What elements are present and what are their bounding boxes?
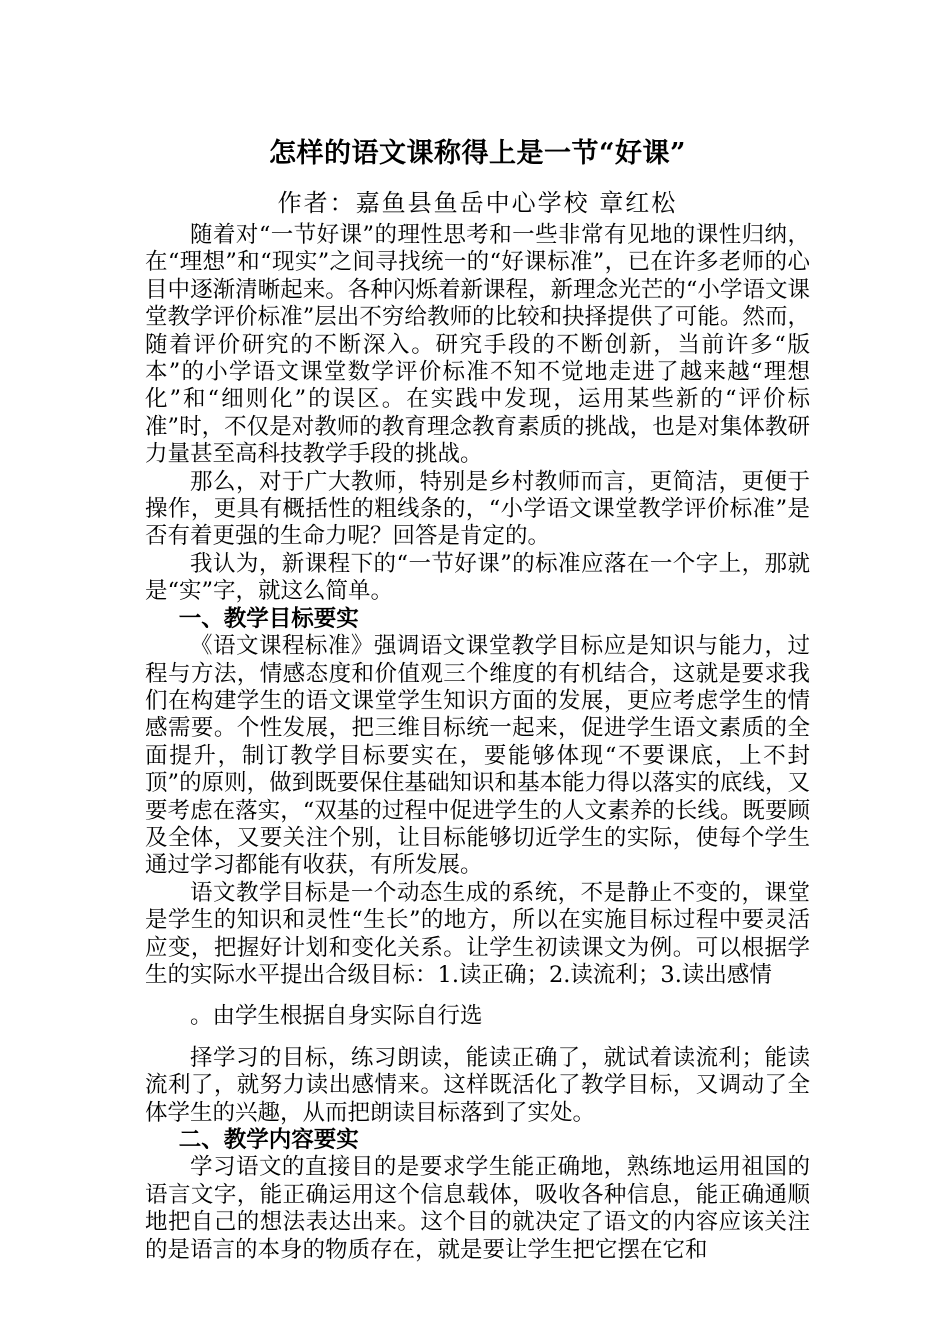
paragraph: 语文教学目标是一个动态生成的系统，不是静止不变的，课堂是学生的知识和灵性“生长”的地方，所以在实施目标过程中要灵活应变，把握好计划和变化关系。让学生初读课文为例。可以根据学生的实际水平提出合级目标：1.读正确；2.读流利；3.读出感情 (145, 879, 810, 988)
paragraph: 学习语文的直接目的是要求学生能正确地，熟练地运用祖国的语言文字，能正确运用这个信息载体，吸收各种信息，能正确通顺地把自己的想法表达出来。这个目的就决定了语文的内容应该关注的是语言的本身的物质存在，就是要让学生把它摆在它和 (145, 1154, 810, 1263)
section-heading: 一、教学目标要实 (178, 605, 359, 632)
document-author: 作者：嘉鱼县鱼岳中心学校 章红松 (277, 189, 678, 217)
paragraph: 我认为，新课程下的“一节好课”的标准应落在一个字上，那就是“实”字，就这么简单。 (145, 550, 810, 605)
paragraph: 随着对“一节好课”的理性思考和一些非常有见地的课性归纳，在“理想”和“现实”之间寻找统一的“好课标准”，已在许多老师的心目中逐渐清晰起来。各种闪烁着新课程，新理念光芒的“小学语文课堂教学评价标准”层出不穷给教师的比较和抉择提供了可能。然而，随着评价研究的不断深入。研究手段的不断创新，当前许多“版本”的小学语文课堂数学评价标准不知不觉地走进了越来越“理想化”和“细则化”的误区。在实践中发现，运用某些新的“评价标准”时，不仅是对教师的教育理念教育素质的挑战，也是对集体教研力量甚至高科技教学手段的挑战。 (145, 222, 810, 468)
section-heading: 二、教学内容要实 (178, 1127, 359, 1153)
paragraph-fragment: 。由学生根据自身实际自行选 (190, 1003, 483, 1030)
document-body (145, 222, 810, 1264)
document-title: 怎样的语文课称得上是一节“好课” (268, 138, 687, 169)
document-page (145, 120, 810, 1264)
paragraph: 那么，对于广大教师，特别是乡村教师而言，更简洁，更便于操作，更具有概括性的粗线条的，“小学语文课堂教学评价标准”是否有着更强的生命力呢？回答是肯定的。 (145, 468, 810, 550)
paragraph: 择学习的目标，练习朗读，能读正确了，就试着读流利；能读流利了，就努力读出感情来。这样既活化了教学目标，又调动了全体学生的兴趣，从而把朗读目标落到了实处。 (145, 1044, 810, 1126)
paragraph: 《语文课程标准》强调语文课堂教学目标应是知识与能力，过程与方法，情感态度和价值观三个维度的有机结合，这就是要求我们在构建学生的语文课堂学生知识方面的发展，更应考虑学生的情感需要。个性发展，把三维目标统一起来，促进学生语文素质的全面提升，制订教学目标要实在，要能够体现“不要课底，上不封顶”的原则，做到既要保住基础知识和基本能力得以落实的底线，又要考虑在落实，“双基的过程中促进学生的人文素养的长线。既要顾及全体，又要关注个别，让目标能够切近学生的实际，使每个学生通过学习都能有收获，有所发展。 (145, 633, 810, 879)
